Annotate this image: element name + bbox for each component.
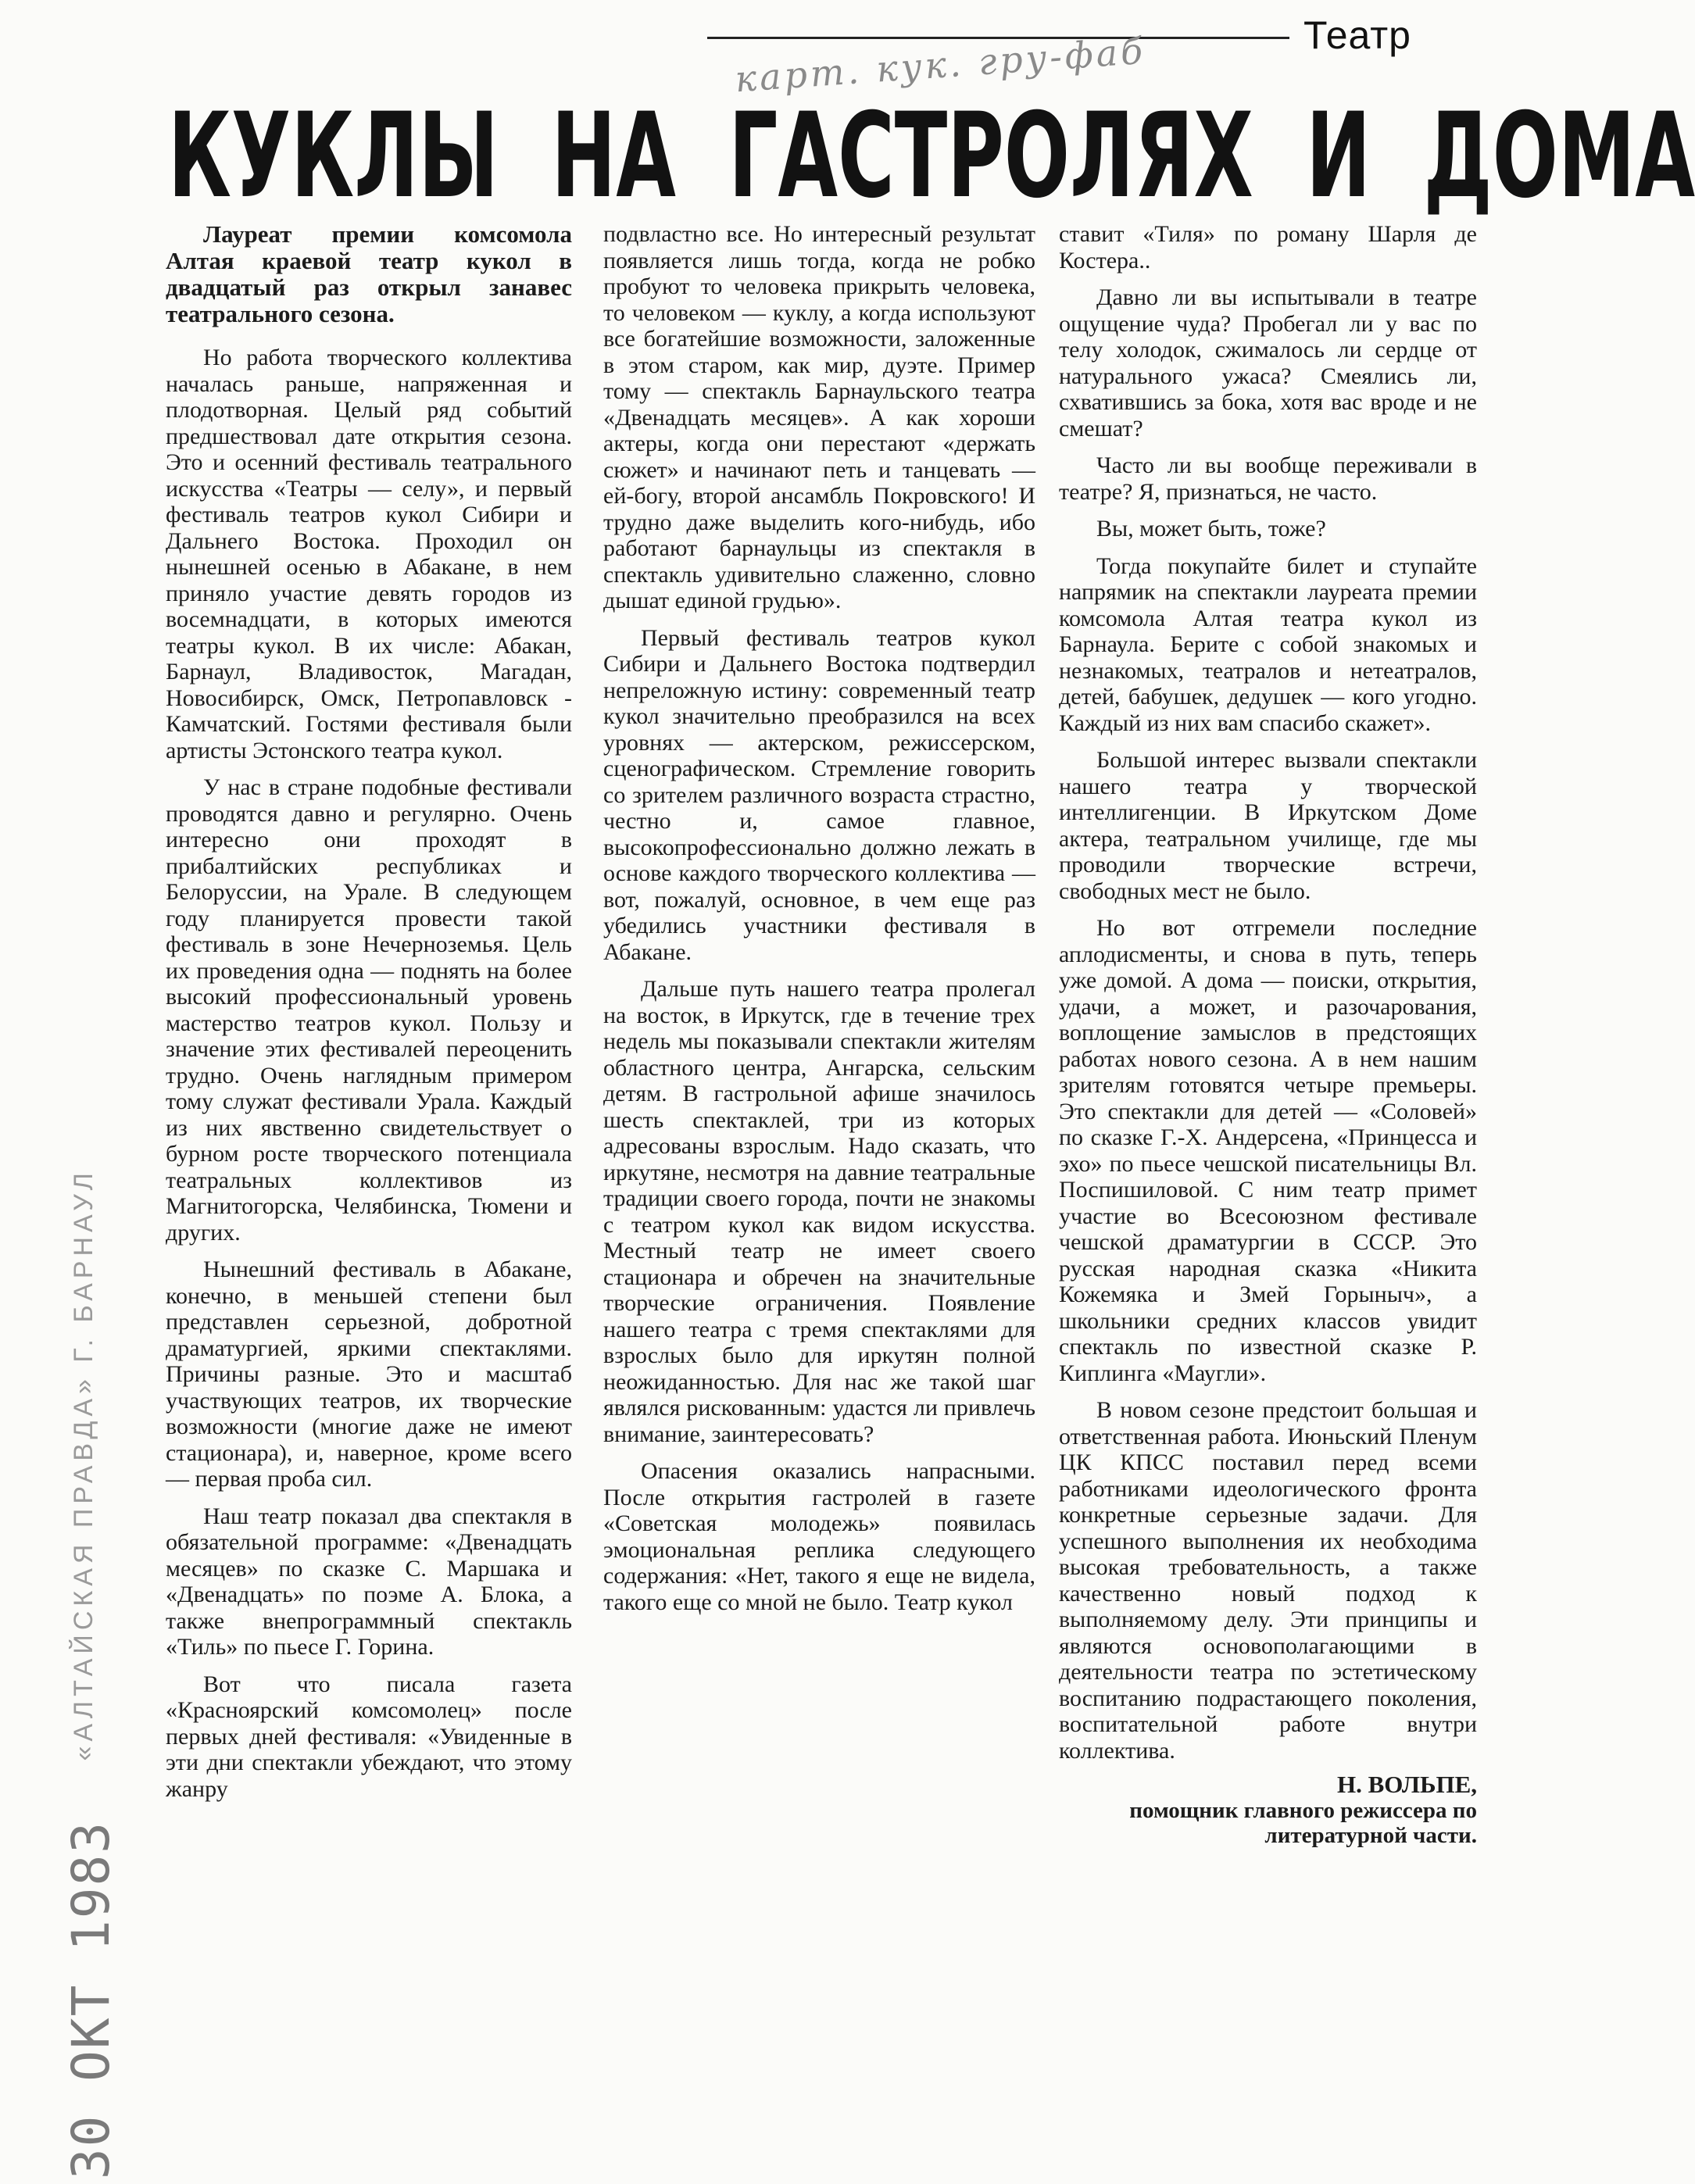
rubric-label: Театр: [1303, 13, 1411, 57]
paragraph: У нас в стране подобные фестивали проводятся давно и регулярно. Очень интересно они проходят в прибалтийских республиках и Белоруссии, на Урале. В следующем году планируется провести такой фестиваль в зоне Нечерноземья. Цель их проведения одна — поднять на более высокий профессиональный уровень мастерство театров кукол. Пользу и значение этих фестивалей переоценить трудно. Очень наглядным примером тому служат фестивали Урала. Каждый из них явственно свидетельствует о бурном росте творческого потенциала театральных коллективов из Магнитогорска, Челябинска, Тюмени и других.: [166, 774, 572, 1246]
paragraph: Первый фестиваль театров кукол Сибири и Дальнего Востока подтвердил непреложную истину: современный театр кукол значительно преобразился на всех уровнях — актерском, режиссерском, сценографическом. Стремление говорить со зрителем различного возраста страстно, честно и, самое главное, высокопрофессионально должно лежать в основе каждого творческого коллектива — вот, пожалуй, основное, в чем еще раз убедились участники фестиваля в Абакане.: [603, 624, 1035, 965]
paragraph: подвластно все. Но интересный результат появляется лишь тогда, когда не робко пробуют то человека прикрыть человека, то человеком — куклу, а когда используют все богатейшие возможности, заложенные в этом старом, как мир, дуэте. Пример тому — спектакль Барнаульского театра «Двенадцать месяцев». А как хороши актеры, когда они перестают «держать сюжет» и начинают петь и танцевать — ей-богу, второй ансамбль Покровского! И трудно даже выделить кого-нибудь, ибо работают барнаульцы из спектакля в спектакль удивительно слаженно, словно дышат единой грудью».: [603, 221, 1035, 613]
paragraph: В новом сезоне предстоит большая и ответственная работа. Июньский Пленум ЦК КПСС поставил перед всеми работниками идеологического фронта конкретные серьезные задачи. Для успешного выполнения их необходима высокая требовательность, а также качественно новый подход к выполняемому делу. Эти принципы и являются основополагающими в деятельности театра по эстетическому воспитанию подрастающего поколения, воспитательной работе внутри коллектива.: [1059, 1397, 1477, 1764]
paragraph: Дальше путь нашего театра пролегал на восток, в Иркутск, где в течение трех недель мы показывали спектакли жителям областного центра, Ангарска, сельским детям. В гастрольной афише значилось шесть спектаклей, три из которых адресованы взрослым. Надо сказать, что иркутяне, несмотря на давние театральные традиции своего города, почти не знакомы с театром кукол как видом искусства. Местный театр не имеет своего стационара и обречен на значительные творческие ограничения. Появление нашего театра с тремя спектаклями для взрослых было для иркутян полной неожиданностью. Для нас же такой шаг являлся рискованным: удастся ли привлечь внимание, заинтересовать?: [603, 976, 1035, 1447]
paragraph: Часто ли вы вообще переживали в театре? Я, признаться, не часто.: [1059, 452, 1477, 505]
article-lead: Лауреат премии комсомола Алтая краевой театр кукол в двадцатый раз открыл занавес театрального сезона.: [166, 220, 572, 327]
newspaper-stamp: «АЛТАЙСКАЯ ПРАВДА» Г. БАРНАУЛ: [69, 1168, 98, 1761]
paragraph: Но работа творческого коллектива началась раньше, напряженная и плодотворная. Целый ряд событий предшествовал дате открытия сезона. Это и осенний фестиваль театрального искусства «Театры — селу», и первый фестиваль театров кукол Сибири и Дальнего Востока. Проходил он нынешней осенью в Абакане, в нем приняло участие девять городов из восемнадцати, в которых имеются театры кукол. В их числе: Абакан, Барнаул, Владивосток, Магадан, Новосибирск, Омск, Петропавловск - Камчатский. Гостями фестиваля были артисты Эстонского театра кукол.: [166, 345, 572, 763]
paragraph: Вот что писала газета «Красноярский комсомолец» после первых дней фестиваля: «Увиденные в эти дни спектакли убеждают, что этому жанру: [166, 1671, 572, 1802]
author-role: помощник главного режиссера по литературной части.: [1129, 1797, 1477, 1848]
paragraph: Давно ли вы испытывали в театре ощущение чуда? Пробегал ли у вас по телу холодок, сжималось ли сердце от натурального ужаса? Смеялись ли, схватившись за бока, хотя вас вроде и не смешат?: [1059, 284, 1477, 441]
paragraph: ставит «Тиля» по роману Шарля де Костера..: [1059, 221, 1477, 273]
paragraph: Тогда покупайте билет и ступайте напрямик на спектакли лауреата премии комсомола Алтая театра кукол из Барнаула. Берите с собой знакомых и незнакомых, театралов и нетеатралов, детей, бабушек, дедушек — кого угодно. Каждый из них вам спасибо скажет».: [1059, 552, 1477, 736]
headline: КУКЛЫ НА ГАСТРОЛЯХ И ДОМА: [168, 88, 1695, 224]
paragraph: Но вот отгремели последние аплодисменты, и снова в путь, теперь уже домой. А дома — поиски, открытия, удачи, а может, и разочарования, воплощение замыслов в предстоящих работах нового сезона. А в нем нашим зрителям готовятся четыре премьеры. Это спектакли для детей — «Соловей» по сказке Г.-Х. Андерсена, «Принцесса и эхо» по пьесе чешской писательницы Вл. Поспишиловой. С ним театр примет участие во Всесоюзном фестивале чешской драматургии в СССР. Это русская народная сказка «Никита Кожемяка и Змей Горыныч», а школьники средних классов увидит спектакль по известной сказке Р. Киплинга «Маугли».: [1059, 915, 1477, 1386]
paragraph: Опасения оказались напрасными. После открытия гастролей в газете «Советская молодежь» появилась эмоциональная реплика следующего содержания: «Нет, такого я еще не видела, такого еще со мной не было. Театр кукол: [603, 1458, 1035, 1615]
article-column-2: [603, 221, 1035, 1626]
rubric-rule: [707, 37, 1289, 39]
article-column-3: [1059, 221, 1477, 1848]
handwritten-note: карт. кук. гру-фаб: [733, 29, 1147, 101]
date-stamp: 30 ОКТ 1983: [61, 1821, 121, 2180]
author-name: Н. ВОЛЬПЕ,: [1337, 1771, 1477, 1798]
paragraph: Большой интерес вызвали спектакли нашего театра у творческой интеллигенции. В Иркутском Доме актера, театральном училище, где мы проводили творческие встречи, свободных мест не было.: [1059, 747, 1477, 904]
author-signature: [1059, 1771, 1477, 1848]
article-column-1: [166, 221, 572, 1813]
paragraph: Вы, может быть, тоже?: [1096, 516, 1326, 542]
paragraph: Нынешний фестиваль в Абакане, конечно, в меньшей степени был представлен серьезной, добротной драматургией, яркими спектаклями. Причины разные. Это и масштаб участвующих театров, их творческие возможности (многие даже не имеют стационара), и, наверное, кроме всего — первая проба сил.: [166, 1256, 572, 1492]
paragraph: Наш театр показал два спектакля в обязательной программе: «Двенадцать месяцев» по сказке С. Маршака и «Двенадцать» по поэме А. Блока, а также внепрограммный спектакль «Тиль» по пьесе Г. Горина.: [166, 1503, 572, 1660]
